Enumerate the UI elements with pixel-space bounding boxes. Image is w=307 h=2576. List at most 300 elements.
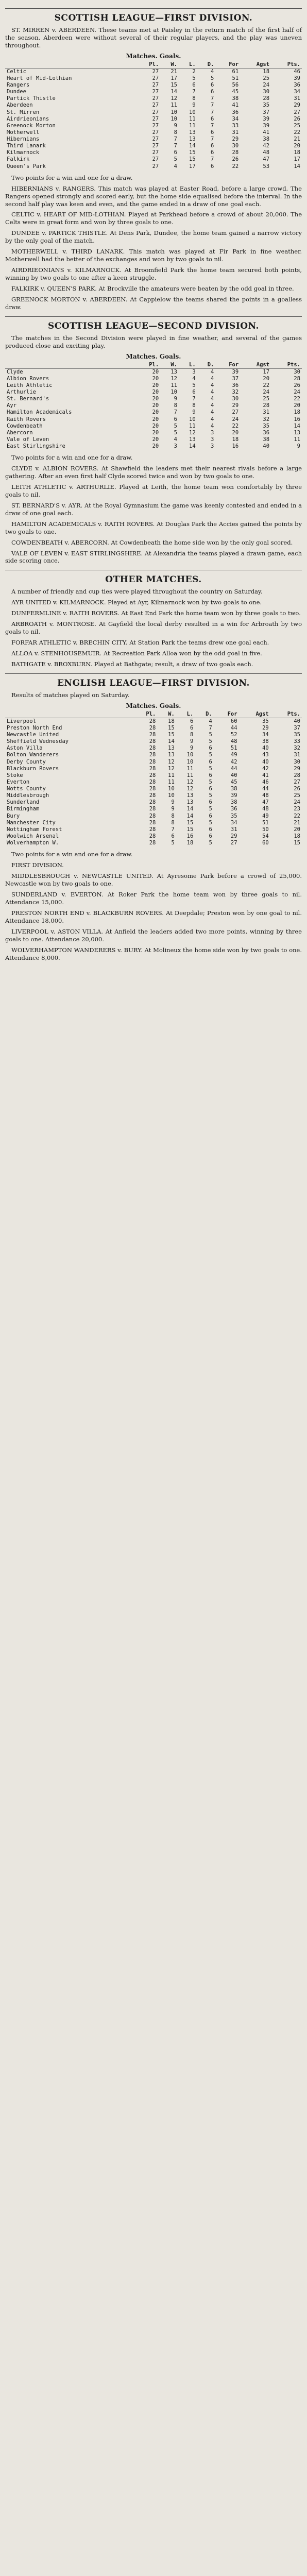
table-cell: 37 [294,724,300,731]
table-cell: 12 [170,95,177,102]
table-cell: 14 [189,443,196,449]
table-row [5,759,302,766]
table-cell: 7 [211,95,214,102]
table-header-cell: D. [197,61,216,69]
table-cell: 7 [211,156,214,163]
table-cell: 4 [211,416,214,422]
table-row [5,156,302,163]
table-cell: 48 [230,738,237,745]
table-cell: 30 [232,143,239,149]
table-cell: 37 [232,375,239,382]
table-cell: 7 [171,826,175,833]
table-cell: 27 [294,778,300,785]
table-cell: 14 [186,812,194,819]
table-cell: Ayr [7,402,16,409]
table-cell: 17 [189,163,196,170]
table-cell: 45 [232,89,239,95]
table-cell: 4 [211,409,214,416]
table-cell: 40 [262,758,269,765]
table-cell: Stoke [7,772,23,778]
table-cell: 27 [152,156,159,163]
article-paragraph: MIDDLESBROUGH v. NEWCASTLE UNITED. At Ayresome Park before a crowd of 25,000. Newcastle won by two goals to one. [5,872,302,887]
table-cell: 28 [149,752,156,758]
table-cell: Partick Thistle [7,95,56,102]
table-cell: 32 [263,416,270,422]
table-cell: 11 [189,422,196,429]
table-cell: 48 [262,806,269,812]
league-table [5,361,302,450]
table-cell: 26 [232,156,239,163]
table-cell: 28 [149,772,156,778]
table-cell: 29 [232,402,239,409]
table-cell: 8 [171,812,175,819]
section-title-other-matches: OTHER MATCHES. [5,570,302,585]
table-header-cell [5,710,132,718]
table-cell: 39 [230,792,237,799]
article-paragraph: GREENOCK MORTON v. ABERDEEN. At Cappielow the teams shared the points in a goalless draw. [5,295,302,311]
table-cell: 39 [263,115,270,122]
table-cell: 6 [174,149,177,156]
article-paragraph: DUNFERMLINE v. RAITH ROVERS. At East End Park the home team won by three goals to two. [11,609,301,617]
table-cell: 12 [170,375,177,382]
table-cell: 5 [209,778,212,785]
table-cell: 6 [211,89,214,95]
article-paragraph: LEITH ATHLETIC v. ARTHURLIE. Played at Leith, the home team won comfortably by three goals to nil. [5,483,302,498]
table-cell: 45 [230,778,237,785]
table-cell: 7 [192,89,196,95]
table-cell: 15 [168,724,175,731]
table-cell: 15 [170,82,177,89]
table-cell: 20 [152,375,159,382]
table-cell: 28 [149,840,156,846]
table-cell: 7 [174,409,177,416]
table-cell: 9 [192,409,196,416]
table-cell: 13 [186,792,194,799]
table-cell: 4 [211,396,214,402]
table-cell: 18 [294,149,300,156]
table-header-cell [5,361,135,369]
table-cell: 2 [192,68,196,75]
table-cell: 33 [232,122,239,129]
table-header-row [5,361,302,369]
table-cell: 53 [263,163,270,170]
table-cell: 12 [186,786,194,792]
table-cell: Greenock Morton [7,122,56,129]
table-cell: 26 [294,382,300,388]
table-cell: 29 [230,833,237,839]
table-row [5,416,302,423]
table-cell: 28 [149,758,156,765]
table-row [5,89,302,95]
table-cell: 61 [232,68,239,75]
table-cell: 15 [186,826,194,833]
table-row [5,409,302,416]
table-row [5,382,302,389]
table-cell: 21 [170,68,177,75]
table-cell: 40 [263,443,270,449]
table-header-cell: Pl. [135,361,160,369]
table-cell: 28 [149,732,156,738]
table-row [5,376,302,382]
table-cell: 15 [189,149,196,156]
table-cell: 6 [211,143,214,149]
table-cell: 6 [209,745,212,752]
table-cell: 20 [263,375,270,382]
table-cell: 52 [230,732,237,738]
table-cell: 18 [294,409,300,416]
table-cell: 36 [232,382,239,388]
table-cell: 22 [232,163,239,170]
table-row [5,436,302,443]
table-row [5,163,302,170]
table-cell: 6 [209,786,212,792]
article-paragraph: HIBERNIANS v. RANGERS. This match was played at Easter Road, before a large crowd. The Rangers opened strongly and scored early, but the home side equalised before the interval. In the second half play was keen and even, and the game ended in a draw of one goal each. [5,184,302,208]
table-cell: 3 [174,443,177,449]
table-row [5,772,302,779]
table-cell: 5 [209,765,212,772]
article-paragraph: PRESTON NORTH END v. BLACKBURN ROVERS. At Deepdale; Preston won by one goal to nil. Attendance 18,000. [5,909,302,924]
table-cell: 22 [294,129,300,135]
table-cell: 8 [190,732,194,738]
table-cell: 28 [149,799,156,806]
table-cell: Airdrieonians [7,115,49,122]
table-cell: 11 [168,778,175,785]
table-cell: 5 [209,752,212,758]
table-cell: 14 [186,806,194,812]
table-cell: 20 [152,389,159,395]
table-cell: 27 [152,75,159,81]
table-cell: Clyde [7,368,23,375]
table-cell: 42 [262,765,269,772]
table-header-cell: W. [157,710,176,718]
table-row [5,430,302,436]
table-cell: 4 [174,163,177,170]
table-cell: East Stirlingshire [7,443,65,449]
table-cell: Aberdeen [7,102,33,109]
table-cell: 3 [211,443,214,449]
table-cell: 14 [170,89,177,95]
table-cell: 6 [211,149,214,156]
article-paragraph: WOLVERHAMPTON WANDERERS v. BURY. At Molineux the home side won by two goals to one. Attendance 8,000. [5,946,302,961]
table-header-row [5,61,302,69]
table-cell: 22 [294,812,300,819]
table-cell: 7 [211,122,214,129]
table-cell: 17 [263,368,270,375]
table-cell: Third Lanark [7,143,46,149]
table-cell: 18 [263,68,270,75]
table-row [5,752,302,758]
table-cell: 12 [186,778,194,785]
table-cell: 50 [262,826,269,833]
table-cell: 10 [168,786,175,792]
table-cell: 28 [294,772,300,778]
table-cell: 20 [152,402,159,409]
table-row [5,116,302,123]
table-cell: 34 [294,89,300,95]
table-cell: 22 [263,382,270,388]
table-row [5,396,302,402]
table-cell: 20 [152,436,159,443]
table-header-cell: W. [160,61,179,69]
table-cell: Arthurlie [7,389,36,395]
table-cell: 47 [262,799,269,806]
table-cell: 9 [190,738,194,745]
table-cell: Birmingham [7,806,40,812]
table-cell: 31 [294,752,300,758]
table-cell: Wolverhampton W. [7,840,59,846]
table-cell: 28 [149,819,156,826]
table-cell: 29 [232,136,239,143]
table-cell: 9 [297,443,300,449]
table-row [5,368,302,376]
table-cell: 35 [294,732,300,738]
table-cell: 28 [149,826,156,833]
table-cell: Manchester City [7,819,56,826]
table-cell: 11 [168,772,175,778]
table-cell: 60 [262,840,269,846]
table-row [5,799,302,806]
table-cell: 46 [294,68,300,75]
table-cell: 6 [190,718,194,724]
table-cell: Hamilton Academicals [7,409,72,416]
article-paragraph: DUNDEE v. PARTICK THISTLE. At Dens Park, Dundee, the home team gained a narrow victory by the only goal of the match. [5,229,302,245]
table-row [5,779,302,786]
table-cell: 8 [174,402,177,409]
table-cell: 40 [230,772,237,778]
table-cell: 5 [209,738,212,745]
table-cell: 38 [263,136,270,143]
table-cell: 32 [232,389,239,395]
table-cell: 6 [209,833,212,839]
table-cell: 13 [189,129,196,135]
table-cell: 6 [209,772,212,778]
table-cell: 31 [232,129,239,135]
article-paragraph: AYR UNITED v. KILMARNOCK. Played at Ayr, Kilmarnock won by two goals to one. [11,599,262,606]
table-cell: 51 [230,745,237,752]
table-cell: 27 [152,122,159,129]
table-cell: 6 [174,416,177,422]
table-cell: 28 [149,792,156,799]
table-header-cell: Pts. [271,361,302,369]
table-row [5,75,302,82]
table-cell: 28 [149,833,156,839]
table-cell: 40 [262,745,269,752]
table-cell: 6 [209,812,212,819]
table-cell: Celtic [7,68,26,75]
table-cell: 7 [211,102,214,109]
table-cell: 16 [294,416,300,422]
table-cell: 11 [170,382,177,388]
table-header-cell: Agst [240,361,271,369]
section-title-scottish-second: SCOTTISH LEAGUE—SECOND DIVISION. [5,316,302,331]
table-cell: 13 [189,136,196,143]
table-row [5,143,302,149]
table-cell: 13 [168,752,175,758]
table-cell: 38 [262,738,269,745]
table-cell: 18 [232,436,239,443]
table-header-cell: Pts. [270,710,302,718]
table-cell: Nottingham Forest [7,826,62,833]
article-paragraph: Two points for a win and one for a draw. [11,851,133,858]
table-row [5,129,302,136]
table-header-cell: For [214,710,239,718]
table-cell: 7 [211,136,214,143]
table-cell: Notts County [7,786,46,792]
article-paragraph: ST. BERNARD'S v. AYR. At the Royal Gymnasium the game was keenly contested and ended in a draw of one goal each. [5,501,302,517]
table-cell: 5 [171,840,175,846]
table-cell: 21 [294,136,300,143]
article-paragraph: VALE OF LEVEN v. EAST STIRLINGSHIRE. At Alexandria the teams played a drawn game, each side scoring once. [5,549,302,565]
table-cell: 28 [263,95,270,102]
table-cell: Dundee [7,89,26,95]
table-cell: 25 [263,396,270,402]
table-caption: Matches. Goals. [126,52,181,60]
article-paragraph: FALKIRK v. QUEEN'S PARK. At Brockville the amateurs were beaten by the odd goal in three. [11,284,294,292]
table-cell: 8 [192,402,196,409]
table-cell: 3 [211,436,214,443]
table-cell: 28 [149,786,156,792]
table-cell: 5 [209,840,212,846]
table-row [5,840,302,846]
table-cell: 9 [171,806,175,812]
table-cell: 27 [232,409,239,416]
table-cell: 22 [232,422,239,429]
table-cell: 37 [263,109,270,115]
table-cell: 8 [174,129,177,135]
table-cell: 44 [262,786,269,792]
table-cell: 28 [263,402,270,409]
table-header-cell: Agst [239,710,270,718]
league-table-english-first [5,702,302,846]
table-cell: Aston Villa [7,745,43,752]
table-cell: 35 [263,102,270,109]
table-cell: 28 [149,718,156,724]
table-cell: 20 [152,422,159,429]
article-paragraph: Two points for a win and one for a draw. [11,454,133,462]
table-cell: 10 [186,752,194,758]
table-cell: 28 [149,812,156,819]
table-cell: 27 [152,129,159,135]
table-cell: 4 [211,68,214,75]
table-cell: Bury [7,812,20,819]
table-cell: 38 [230,799,237,806]
table-cell: 51 [232,75,239,81]
table-header-cell [5,61,135,69]
table-cell: Abercorn [7,429,33,436]
table-cell: 27 [152,163,159,170]
table-cell: 10 [170,109,177,115]
table-cell: 11 [186,765,194,772]
table-cell: 26 [294,115,300,122]
table-cell: 9 [174,122,177,129]
table-header-cell: D. [195,710,213,718]
table-header-cell: L. [179,361,197,369]
table-cell: 5 [209,819,212,826]
table-cell: 29 [262,724,269,731]
table-row [5,136,302,143]
table-cell: 8 [171,819,175,826]
table-cell: 5 [209,732,212,738]
table-cell: 14 [168,738,175,745]
table-row [5,149,302,156]
table-cell: 7 [211,109,214,115]
table-cell: 42 [230,758,237,765]
table-cell: 24 [294,799,300,806]
table-cell: 21 [294,819,300,826]
table-cell: 4 [209,718,212,724]
table-cell: 22 [294,396,300,402]
table-cell: 9 [190,745,194,752]
table-cell: 13 [170,368,177,375]
table-row [5,820,302,826]
table-cell: 10 [189,416,196,422]
table-cell: 6 [211,163,214,170]
table-header-cell: For [215,61,240,69]
table-cell: 26 [294,786,300,792]
table-cell: 6 [211,115,214,122]
table-cell: 24 [263,82,270,89]
table-cell: 25 [263,75,270,81]
table-cell: 5 [209,792,212,799]
table-cell: 41 [262,772,269,778]
table-cell: 5 [174,156,177,163]
table-cell: 49 [230,752,237,758]
table-header-cell: Agst [240,61,271,69]
table-cell: 39 [263,122,270,129]
table-cell: 34 [262,732,269,738]
table-row [5,423,302,430]
table-cell: 5 [211,75,214,81]
table-cell: 14 [189,143,196,149]
table-cell: 39 [294,75,300,81]
table-cell: 31 [230,826,237,833]
table-cell: 6 [211,129,214,135]
table-cell: 13 [294,429,300,436]
table-cell: 39 [232,368,239,375]
article-paragraph: FIRST DIVISION. [11,861,64,869]
table-cell: 27 [152,82,159,89]
table-cell: 5 [192,75,196,81]
section-intro: ST. MIRREN v. ABERDEEN. These teams met at Paisley in the return match of the first half of the season. Aberdeen were without several of their regular players, and the play was uneven throughout. [5,26,302,49]
article-paragraph: FORFAR ATHLETIC v. BRECHIN CITY. At Station Park the teams drew one goal each. [11,639,269,647]
table-cell: 51 [262,819,269,826]
table-cell: 36 [232,109,239,115]
table-cell: 6 [192,389,196,395]
table-cell: 7 [174,143,177,149]
table-cell: 20 [294,402,300,409]
table-cell: 27 [152,136,159,143]
table-cell: 16 [186,833,194,839]
table-cell: 18 [186,840,194,846]
table-cell: 28 [149,806,156,812]
table-cell: 20 [152,443,159,449]
table-cell: 10 [186,758,194,765]
table-cell: 7 [192,396,196,402]
table-header-cell: Pl. [132,710,158,718]
table-cell: 32 [294,745,300,752]
table-cell: 16 [232,443,239,449]
league-table-scottish-second [5,353,302,450]
article-paragraph: MOTHERWELL v. THIRD LANARK. This match was played at Fir Park in fine weather. Motherwell had the better of the exchanges and won by two goals to nil. [5,248,302,263]
table-cell: 29 [294,102,300,109]
table-cell: 14 [294,163,300,170]
table-cell: 35 [263,422,270,429]
table-cell: 30 [294,368,300,375]
table-cell: 44 [230,765,237,772]
table-cell: 3 [211,429,214,436]
table-cell: 20 [152,429,159,436]
table-cell: 27 [152,149,159,156]
